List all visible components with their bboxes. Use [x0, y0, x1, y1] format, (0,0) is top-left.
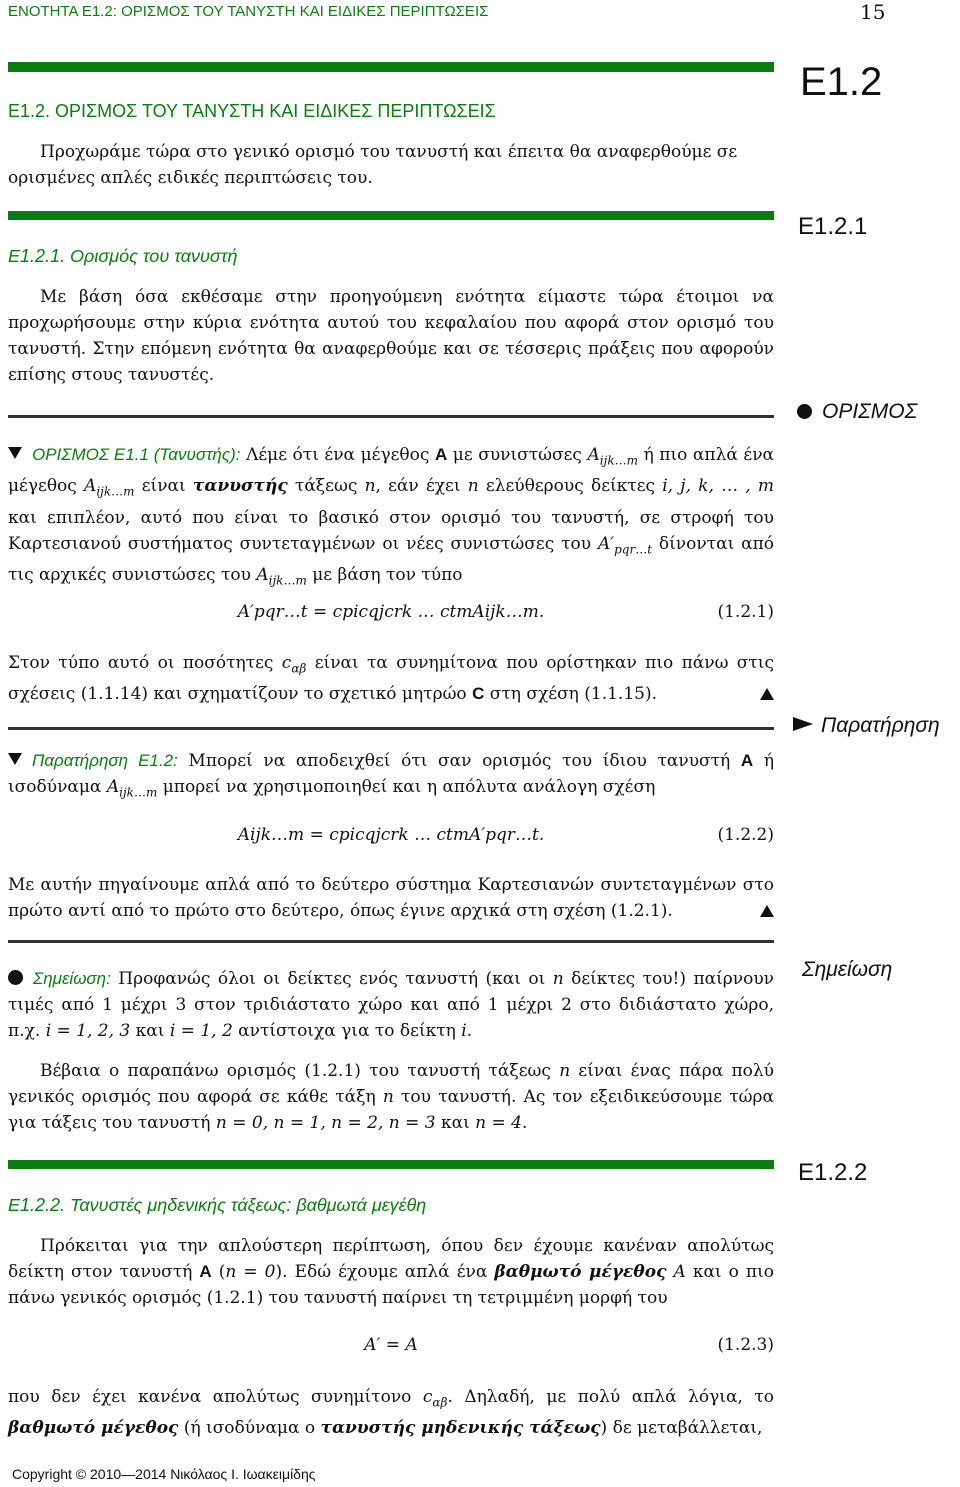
subsection-rule: [8, 211, 774, 220]
note-rule: [8, 940, 774, 943]
footer-copyright: Copyright © 2010—2014 Νικόλαος Ι. Ιωακειμίδης: [12, 1466, 316, 1482]
remark-label: Παρατήρηση Ε1.2:: [32, 751, 178, 770]
bullet-icon: [797, 404, 812, 419]
equation-1-2-2: [8, 825, 774, 851]
bullet-icon: [8, 970, 23, 985]
definition-margin-label: ΟΡΙΣΜΟΣ: [797, 400, 917, 424]
scalar-term: βαθμωτό μέγεθος: [494, 1262, 667, 1282]
equation-number: (1.2.2): [717, 825, 774, 845]
note-label: Σημείωση:: [33, 969, 111, 988]
triangle-down-icon: [8, 447, 22, 459]
remark-margin-label: Παρατήρηση: [793, 714, 940, 738]
remark-rule: [8, 727, 774, 730]
equation-formula: A′pqr…t = cpicqjcrk … ctmAijk…m.: [237, 602, 545, 622]
equation-formula: Aijk…m = cpicqjcrk … ctmA′pqr…t.: [237, 825, 545, 845]
subsection2-paragraph-1: Πρόκειται για την απλούστερη περίπτωση, όπου δεν έχουμε κανέναν απολύτως δείκτη στον τανυστή A (n = 0). Εδώ έχουμε απλά ένα βαθμωτό μέγεθος A και ο πιο πάνω γενικός ορισμός (1.2.1) του τανυστή παίρνει τη τετριμμένη μορφή του: [8, 1236, 774, 1308]
end-triangle-icon: [760, 905, 774, 917]
remark-continuation: Με αυτήν πηγαίνουμε απλά από το δεύτερο σύστημα Καρτεσιανών συντεταγμένων στο πρώτο αντί από το πρώτο στο δεύτερο, όπως έγινε αρχικά στη σχέση (1.2.1).: [8, 875, 774, 921]
definition-continuation: Στον τύπο αυτό οι ποσότητες $c_{\alpha\beta}$ είναι τα συνημίτονα που ορίστηκαν πιο πάνω στις σχέσεις (1.1.14) και σχηματίζουν το σχετικό μητρώο C στη σχέση (1.1.15).: [8, 653, 774, 705]
page-number: 15: [860, 0, 886, 24]
note-margin-label: Σημείωση: [802, 958, 893, 981]
section-margin-label: Ε1.2: [800, 60, 883, 104]
end-triangle-icon: [760, 688, 774, 700]
definition-label: ΟΡΙΣΜΟΣ Ε1.1 (Τανυστής):: [32, 445, 241, 464]
section-intro: Προχωράμε τώρα στο γενικό ορισμό του τανυστή και έπειτα θα αναφερθούμε σε ορισμένες απλές ειδικές περιπτώσεις του.: [8, 142, 738, 188]
definition-rule: [8, 415, 774, 418]
subsection2-paragraph-2: που δεν έχει κανένα απολύτως συνημίτονο $c_{\alpha\beta}$. Δηλαδή, με πολύ απλά λόγια, το βαθμωτό μέγεθος (ή ισοδύναμα ο τανυστής μηδενικής τάξεως) δε μεταβάλλεται,: [8, 1387, 774, 1439]
note-paragraph-2: Βέβαια ο παραπάνω ορισμός (1.2.1) του τανυστή τάξεως n είναι ένας πάρα πολύ γενικός ορισμός που αφορά σε κάθε τάξη n του τανυστή. Ας τον εξειδικεύσουμε τώρα για τάξεις του τανυστή n = 0, n = 1, n = 2, n = 3 και n = 4.: [8, 1061, 774, 1133]
subsection2-heading: Ε1.2.2. Τανυστές μηδενικής τάξεως: βαθμωτά μεγέθη: [8, 1195, 427, 1215]
equation-1-2-3: [8, 1335, 774, 1361]
section-rule: [8, 62, 774, 72]
section-heading: Ε1.2. ΟΡΙΣΜΟΣ ΤΟΥ ΤΑΝΥΣΤΗ ΚΑΙ ΕΙΔΙΚΕΣ ΠΕΡΙΠΤΩΣΕΙΣ: [8, 101, 496, 121]
zero-order-term: τανυστής μηδενικής τάξεως: [320, 1418, 601, 1439]
subsection2-margin-label: Ε1.2.2: [798, 1159, 868, 1186]
remark-text: Παρατήρηση Ε1.2: Μπορεί να αποδειχθεί ότι σαν ορισμός του ίδιου τανυστή A ή ισοδύναμα $A_{ijk\dots m}$ μπορεί να χρησιμοποιηθεί και η απόλυτα ανάλογη σχέση: [8, 751, 775, 800]
equation-1-2-1: [8, 602, 774, 628]
subsection1-heading: Ε1.2.1. Ορισμός του τανυστή: [8, 246, 238, 266]
triangle-down-icon: [8, 753, 22, 765]
definition-text: ΟΡΙΣΜΟΣ Ε1.1 (Τανυστής): Λέμε ότι ένα μέγεθος A με συνιστώσες $A_{ijk\dots m}$ ή πιο απλά ένα μέγεθος $A_{ijk\dots m}$ είναι τανυστής τάξεως n, εάν έχει n ελεύθερους δείκτες i, j, k, … , m και επιπλέον, αυτό που είναι το βασικό στον ορισμό του τανυστή, σε στροφή του Καρτεσιανού συστήματος συντεταγμένων οι νέες συνιστώσες του $A'_{pqr\dots t}$ δίνονται από τις αρχικές συνιστώσες του $A_{ijk\dots m}$ με βάση τον τύπο: [8, 445, 775, 588]
arrow-right-icon: [793, 717, 813, 731]
equation-formula: A′ = A: [364, 1335, 418, 1355]
running-header: ΕΝΟΤΗΤΑ Ε1.2: ΟΡΙΣΜΟΣ ΤΟΥ ΤΑΝΥΣΤΗ ΚΑΙ ΕΙΔΙΚΕΣ ΠΕΡΙΠΤΩΣΕΙΣ: [8, 3, 489, 20]
subsection1-margin-label: Ε1.2.1: [798, 213, 868, 240]
subsection1-paragraph: Με βάση όσα εκθέσαμε στην προηγούμενη ενότητα είμαστε τώρα έτοιμοι να προχωρήσουμε στην κύρια ενότητα αυτού του κεφαλαίου που αφορά στον ορισμό του τανυστή. Στην επόμενη ενότητα θα αναφερθούμε και σε τέσσερις πράξεις που αφορούν επίσης στους τανυστές.: [8, 287, 774, 385]
equation-number: (1.2.3): [717, 1335, 774, 1355]
equation-number: (1.2.1): [717, 602, 774, 622]
subsection2-rule: [8, 1160, 774, 1169]
note-text: Σημείωση: Προφανώς όλοι οι δείκτες ενός τανυστή (και οι n δείκτες του!) παίρνουν τιμές από 1 μέχρι 3 στον τριδιάστατο χώρο και από 1 μέχρι 2 στο διδιάστατο χώρο, π.χ. i = 1, 2, 3 και i = 1, 2 αντίστοιχα για το δείκτη i.: [8, 969, 774, 1041]
defined-term: τανυστής: [192, 476, 288, 497]
